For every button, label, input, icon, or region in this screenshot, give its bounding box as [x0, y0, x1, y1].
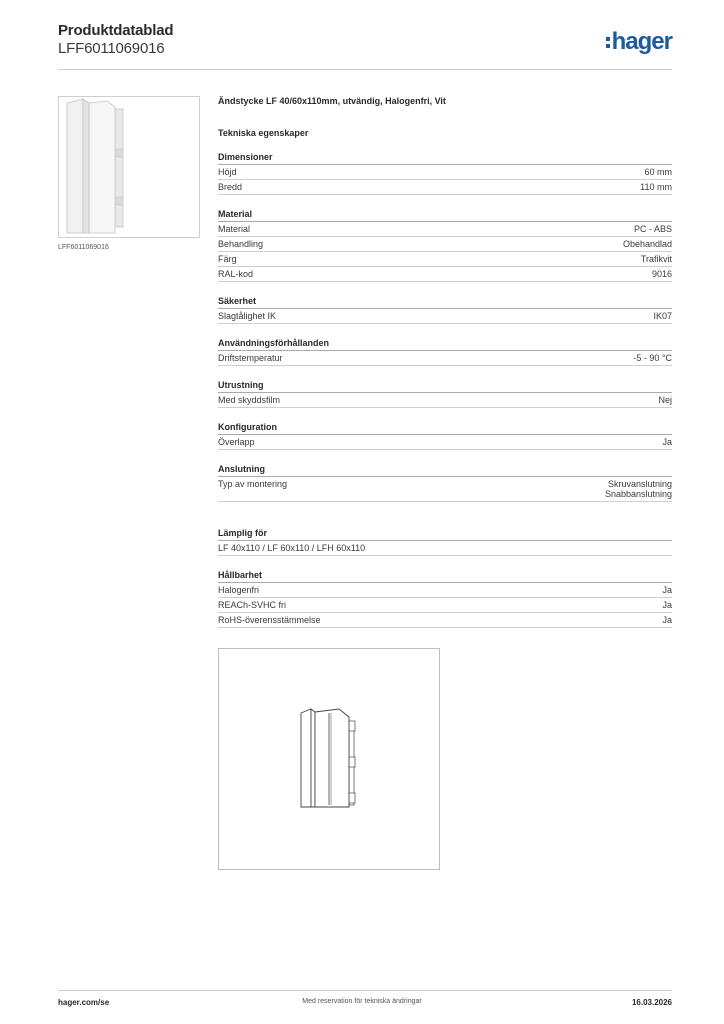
section-dimensions — [218, 152, 672, 195]
spec-row — [218, 180, 672, 195]
spec-label: Höjd — [218, 167, 237, 177]
spec-value: IK07 — [653, 311, 672, 321]
section-title: Hållbarhet — [218, 570, 672, 583]
spec-value: Obehandlad — [622, 239, 672, 249]
spec-label: REACh-SVHC fri — [218, 600, 287, 610]
tech-title: Tekniska egenskaper — [218, 128, 309, 138]
spec-row — [218, 351, 672, 366]
footer-website: hager.com/se — [58, 998, 110, 1007]
spec-row — [218, 541, 672, 556]
spec-value: 9016 — [651, 269, 672, 279]
logo-dots-icon — [606, 37, 610, 48]
section-title: Utrustning — [218, 380, 672, 393]
spec-label: Material — [218, 224, 251, 234]
product-name: Ändstycke LF 40/60x110mm, utvändig, Halogenfri, Vit — [218, 96, 446, 106]
spec-value: 60 mm — [644, 167, 672, 177]
section-material — [218, 209, 672, 282]
section-suitable-for — [218, 528, 672, 556]
spec-value: Ja — [662, 615, 672, 625]
spec-value: 110 mm — [640, 182, 672, 192]
spec-label: Bredd — [218, 182, 243, 192]
section-title: Lämplig för — [218, 528, 672, 541]
spec-row — [218, 583, 672, 598]
footer-disclaimer: Med reservation för tekniska ändringar — [302, 998, 422, 1005]
footer-divider — [58, 990, 672, 991]
section-title: Användningsförhållanden — [218, 338, 672, 351]
section-operating-conditions — [218, 338, 672, 366]
spec-row — [218, 165, 672, 180]
spec-label: Slagtålighet IK — [218, 311, 277, 321]
footer-date: 16.03.2026 — [631, 998, 672, 1007]
spec-value-line: Skruvanslutning — [607, 479, 672, 489]
section-sustainability — [218, 570, 672, 628]
page-title: Produktdatablad — [58, 22, 174, 39]
spec-label: Typ av montering — [218, 479, 288, 489]
spec-row — [218, 598, 672, 613]
spec-label: Överlapp — [218, 437, 255, 447]
spec-value: Nej — [658, 395, 672, 405]
spec-label: RAL-kod — [218, 269, 254, 279]
logo-text: hager — [611, 28, 672, 55]
spec-row — [218, 477, 672, 502]
spec-value: Ja — [662, 600, 672, 610]
spec-label: Halogenfri — [218, 585, 260, 595]
product-thumbnail — [58, 96, 200, 238]
section-safety — [218, 296, 672, 324]
section-title: Dimensioner — [218, 152, 672, 165]
section-title: Anslutning — [218, 464, 672, 477]
suitable-text: LF 40x110 / LF 60x110 / LFH 60x110 — [218, 543, 366, 553]
section-connection — [218, 464, 672, 502]
spec-label: Med skyddsfilm — [218, 395, 281, 405]
section-title: Konfiguration — [218, 422, 672, 435]
section-configuration — [218, 422, 672, 450]
spec-row — [218, 435, 672, 450]
spec-row — [218, 252, 672, 267]
spec-row — [218, 237, 672, 252]
spec-row — [218, 267, 672, 282]
end-cap-thumbnail-icon — [59, 97, 199, 237]
spec-row — [218, 613, 672, 628]
spec-row — [218, 309, 672, 324]
spec-label: Driftstemperatur — [218, 353, 283, 363]
section-title: Säkerhet — [218, 296, 672, 309]
section-equipment — [218, 380, 672, 408]
spec-value: Ja — [662, 585, 672, 595]
spec-row — [218, 393, 672, 408]
illustration-drawing — [218, 648, 440, 870]
spec-value-line: Snabbanslutning — [604, 489, 672, 499]
spec-label: Färg — [218, 254, 237, 264]
spec-label: Behandling — [218, 239, 264, 249]
spec-value: -5 - 90 °C — [633, 353, 672, 363]
section-title: Material — [218, 209, 672, 222]
article-number: LFF6011069016 — [58, 40, 165, 57]
hager-logo — [606, 30, 672, 54]
header-divider — [58, 69, 672, 70]
thumbnail-caption: LFF6011069016 — [58, 244, 109, 251]
spec-row — [218, 222, 672, 237]
spec-value: PC - ABS — [633, 224, 672, 234]
spec-value: Ja — [662, 437, 672, 447]
spec-value: Trafikvit — [640, 254, 672, 264]
end-cap-drawing-icon — [219, 649, 439, 869]
spec-value — [605, 479, 672, 499]
spec-label: RoHS-överensstämmelse — [218, 615, 321, 625]
spec-content — [218, 96, 672, 662]
